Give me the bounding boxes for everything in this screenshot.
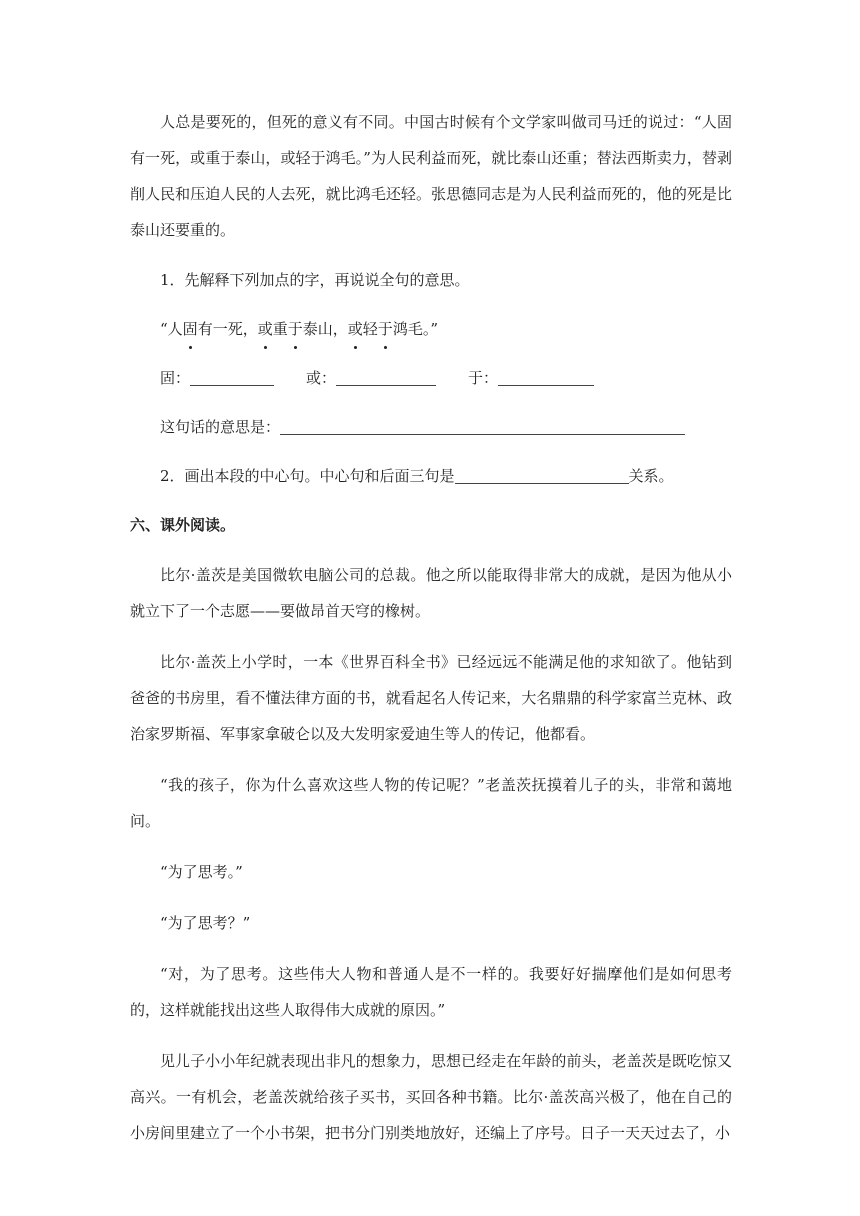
question-1-instruction: 1．先解释下列加点的字，再说说全句的意思。 [160, 271, 470, 289]
quote-text: “人 [160, 320, 183, 338]
section-heading: 六、课外阅读。 [130, 516, 236, 534]
reading-paragraph: “为了思考？” [160, 914, 251, 932]
quote-text: 轻 [362, 320, 378, 338]
dotted-char-huo: 或 [258, 312, 273, 346]
question-1-quote [130, 312, 732, 346]
answer-blank-huo[interactable] [336, 365, 436, 386]
label-huo: 或： [306, 369, 337, 387]
label-gu: 固： [160, 369, 191, 387]
question-1-blanks [130, 361, 732, 395]
label-yu: 于： [468, 369, 499, 387]
quote-text: 重 [272, 320, 288, 338]
reading-paragraph: 见儿子小小年纪就表现出非凡的想象力，思想已经走在年龄的前头，老盖茨是既吃惊又高兴。一有机会，老盖茨就给孩子买书，买回各种书籍。比尔·盖茨高兴极了，他在自己的小房间里建立了一个小书架，把书分门别类地放好，还编上了序号。日子一天天过去了，小 [130, 1052, 732, 1142]
question-1-meaning [130, 410, 732, 444]
passage-intro: 人总是要死的，但死的意义有不同。中国古时候有个文学家叫做司马迁的说过：“人固有一死，或重于泰山，或轻于鸿毛。”为人民利益而死，就比泰山还重；替法西斯卖力，替剥削人民和压迫人民的人去死，就比鸿毛还轻。张思德同志是为人民利益而死的，他的死是比泰山还要重的。 [130, 113, 732, 239]
reading-paragraph: “我的孩子，你为什么喜欢这些人物的传记呢？”老盖茨抚摸着儿子的头，非常和蔼地问。 [130, 776, 732, 830]
dotted-char-yu: 于 [288, 312, 303, 346]
answer-blank-meaning[interactable] [280, 414, 685, 435]
question-2-text: 2．画出本段的中心句。中心句和后面三句是 [160, 467, 455, 485]
answer-blank-yu[interactable] [498, 365, 594, 386]
meaning-label: 这句话的意思是： [160, 418, 281, 436]
reading-paragraph: 比尔·盖茨上小学时，一本《世界百科全书》已经远远不能满足他的求知欲了。他钻到爸爸的书房里，看不懂法律方面的书，就看起名人传记来，大名鼎鼎的科学家富兰克林、政治家罗斯福、军事家拿破仑以及大发明家爱迪生等人的传记，他都看。 [130, 653, 732, 743]
reading-paragraph: “为了思考。” [160, 863, 243, 881]
quote-text: 泰山， [302, 320, 348, 338]
dotted-char-yu: 于 [378, 312, 393, 346]
document-body [130, 104, 732, 1166]
reading-paragraph: “对，为了思考。这些伟大人物和普通人是不一样的。我要好好揣摩他们是如何思考的，这样就能找出这些人取得伟大成就的原因。” [130, 965, 732, 1019]
question-2-suffix: 关系。 [628, 467, 674, 485]
dotted-char-gu: 固 [183, 312, 198, 346]
answer-blank-relation[interactable] [455, 463, 629, 484]
quote-text: 鸿毛。” [392, 320, 438, 338]
quote-text: 有一死， [197, 320, 258, 338]
question-2 [130, 459, 732, 493]
answer-blank-gu[interactable] [190, 365, 274, 386]
dotted-char-huo: 或 [348, 312, 363, 346]
reading-paragraph: 比尔·盖茨是美国微软电脑公司的总裁。他之所以能取得非常大的成就，是因为他从小就立下了一个志愿——要做昂首天穹的橡树。 [130, 566, 732, 620]
